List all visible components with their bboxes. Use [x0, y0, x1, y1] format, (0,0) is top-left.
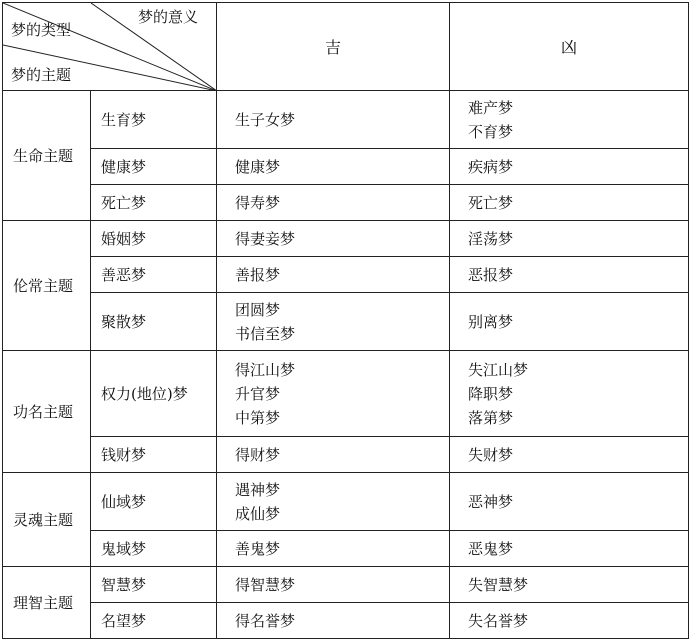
inauspicious-cell	[450, 293, 689, 351]
auspicious-cell	[217, 567, 450, 603]
table-row	[3, 221, 689, 257]
auspicious-cell	[217, 293, 450, 351]
auspicious-cell	[217, 185, 450, 221]
theme-cell: 功名主题	[3, 351, 91, 473]
dream-item: 得名誉梦	[235, 611, 296, 630]
table-row	[3, 531, 689, 567]
dream-item: 遇神梦	[235, 480, 281, 499]
table-row	[3, 351, 689, 437]
inauspicious-header: 凶	[450, 3, 689, 91]
dream-item: 成仙梦	[235, 504, 281, 523]
dream-item: 得财梦	[235, 445, 281, 464]
dream-item: 善报梦	[235, 265, 281, 284]
auspicious-cell	[217, 257, 450, 293]
dream-type-cell: 生育梦	[91, 91, 217, 149]
dream-item: 别离梦	[468, 312, 514, 331]
inauspicious-cell	[450, 437, 689, 473]
inauspicious-cell	[450, 149, 689, 185]
dream-type-cell: 钱财梦	[91, 437, 217, 473]
dream-item: 恶报梦	[468, 265, 514, 284]
dream-item: 落第梦	[468, 408, 514, 427]
dream-type-cell: 死亡梦	[91, 185, 217, 221]
table-body	[3, 3, 689, 639]
dream-item: 失名誉梦	[468, 611, 529, 630]
dream-item: 得妻妾梦	[235, 229, 296, 248]
dream-type-cell: 智慧梦	[91, 567, 217, 603]
inauspicious-cell	[450, 567, 689, 603]
dream-item: 善鬼梦	[235, 539, 281, 558]
dream-type-cell: 权力(地位)梦	[91, 351, 217, 437]
diagonal-header-cell	[3, 3, 217, 91]
auspicious-cell	[217, 531, 450, 567]
dream-item: 生子女梦	[235, 110, 296, 129]
theme-cell: 理智主题	[3, 567, 91, 639]
inauspicious-cell	[450, 185, 689, 221]
auspicious-cell	[217, 603, 450, 639]
table-row	[3, 149, 689, 185]
dream-type-cell: 健康梦	[91, 149, 217, 185]
dream-type-cell: 善恶梦	[91, 257, 217, 293]
dream-item: 书信至梦	[235, 324, 296, 343]
dream-type-cell: 名望梦	[91, 603, 217, 639]
dream-item: 失江山梦	[468, 360, 529, 379]
table-row	[3, 437, 689, 473]
dream-type-cell: 婚姻梦	[91, 221, 217, 257]
auspicious-cell	[217, 437, 450, 473]
table-row	[3, 91, 689, 149]
auspicious-header: 吉	[217, 3, 450, 91]
auspicious-cell	[217, 91, 450, 149]
dream-classification-table	[2, 2, 689, 639]
dream-item: 中第梦	[235, 408, 281, 427]
dream-item: 失智慧梦	[468, 575, 529, 594]
table-row	[3, 185, 689, 221]
dream-item: 失财梦	[468, 445, 514, 464]
dream-item: 团圆梦	[235, 300, 281, 319]
inauspicious-cell	[450, 91, 689, 149]
inauspicious-cell	[450, 473, 689, 531]
inauspicious-cell	[450, 221, 689, 257]
dream-item: 恶神梦	[468, 492, 514, 511]
auspicious-cell	[217, 149, 450, 185]
table-row	[3, 603, 689, 639]
table-row	[3, 293, 689, 351]
dream-theme-label: 梦的主题	[11, 66, 72, 84]
inauspicious-cell	[450, 531, 689, 567]
dream-item: 不育梦	[468, 122, 514, 141]
table-row	[3, 257, 689, 293]
dream-item: 得智慧梦	[235, 575, 296, 594]
header-row	[3, 3, 689, 91]
inauspicious-cell	[450, 603, 689, 639]
dream-meaning-label: 梦的意义	[137, 8, 198, 26]
auspicious-cell	[217, 351, 450, 437]
dream-type-cell: 鬼域梦	[91, 531, 217, 567]
inauspicious-cell	[450, 351, 689, 437]
table-row	[3, 567, 689, 603]
dream-item: 死亡梦	[468, 193, 514, 212]
dream-item: 难产梦	[468, 98, 514, 117]
dream-item: 疾病梦	[468, 157, 514, 176]
dream-item: 降职梦	[468, 384, 514, 403]
dream-type-cell: 聚散梦	[91, 293, 217, 351]
dream-item: 升官梦	[235, 384, 281, 403]
dream-type-label: 梦的类型	[11, 21, 72, 39]
dream-item: 得寿梦	[235, 193, 281, 212]
auspicious-cell	[217, 473, 450, 531]
dream-type-cell: 仙域梦	[91, 473, 217, 531]
auspicious-cell	[217, 221, 450, 257]
theme-cell: 伦常主题	[3, 221, 91, 351]
dream-item: 得江山梦	[235, 360, 296, 379]
theme-cell: 灵魂主题	[3, 473, 91, 567]
dream-item: 恶鬼梦	[468, 539, 514, 558]
table-row	[3, 473, 689, 531]
dream-item: 淫荡梦	[468, 229, 514, 248]
dream-item: 健康梦	[235, 157, 281, 176]
inauspicious-cell	[450, 257, 689, 293]
theme-cell: 生命主题	[3, 91, 91, 221]
